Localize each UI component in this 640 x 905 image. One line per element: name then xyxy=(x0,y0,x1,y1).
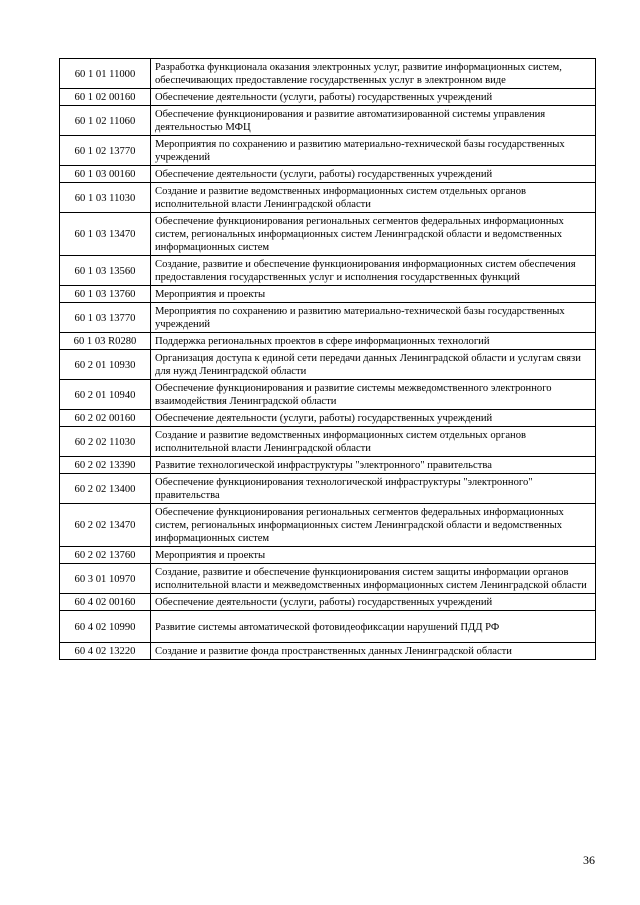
classification-code: 60 2 01 10930 xyxy=(60,350,151,380)
classification-code: 60 4 02 13220 xyxy=(60,643,151,660)
classification-code: 60 2 02 13400 xyxy=(60,474,151,504)
expenditure-name: Мероприятия и проекты xyxy=(151,286,596,303)
classification-code: 60 1 03 R0280 xyxy=(60,333,151,350)
table-row xyxy=(60,474,596,504)
budget-codes-table xyxy=(59,58,596,660)
table-row xyxy=(60,213,596,256)
table-row xyxy=(60,183,596,213)
classification-code: 60 1 03 13760 xyxy=(60,286,151,303)
classification-code: 60 4 02 00160 xyxy=(60,594,151,611)
expenditure-name: Обеспечение деятельности (услуги, работы) государственных учреждений xyxy=(151,166,596,183)
table-row xyxy=(60,427,596,457)
classification-code: 60 1 02 11060 xyxy=(60,106,151,136)
expenditure-name: Разработка функционала оказания электронных услуг, развитие информационных систем, обеспечивающих предоставление государственных услуг в электронном виде xyxy=(151,59,596,89)
table-row xyxy=(60,166,596,183)
table-row xyxy=(60,59,596,89)
expenditure-name: Развитие системы автоматической фотовидеофиксации нарушений ПДД РФ xyxy=(151,611,596,643)
classification-code: 60 4 02 10990 xyxy=(60,611,151,643)
table-row xyxy=(60,457,596,474)
expenditure-name: Обеспечение функционирования региональных сегментов федеральных информационных систем, региональных информационных систем Ленинградской области и ведомственных информационных систем xyxy=(151,213,596,256)
table-row xyxy=(60,547,596,564)
table-row xyxy=(60,303,596,333)
classification-code: 60 2 02 00160 xyxy=(60,410,151,427)
table-row xyxy=(60,256,596,286)
expenditure-name: Создание и развитие фонда пространственных данных Ленинградской области xyxy=(151,643,596,660)
expenditure-name: Обеспечение деятельности (услуги, работы) государственных учреждений xyxy=(151,410,596,427)
expenditure-name: Обеспечение функционирования и развитие системы межведомственного электронного взаимодействия Ленинградской области xyxy=(151,380,596,410)
page-number: 36 xyxy=(583,853,595,867)
table-row xyxy=(60,136,596,166)
table-row xyxy=(60,594,596,611)
table-row xyxy=(60,106,596,136)
classification-code: 60 1 03 13560 xyxy=(60,256,151,286)
expenditure-name: Создание, развитие и обеспечение функционирования информационных систем обеспечения предоставления государственных услуг и исполнения государственных функций xyxy=(151,256,596,286)
expenditure-name: Обеспечение функционирования технологической инфраструктуры "электронного" правительства xyxy=(151,474,596,504)
expenditure-name: Развитие технологической инфраструктуры "электронного" правительства xyxy=(151,457,596,474)
expenditure-name: Обеспечение функционирования и развитие автоматизированной системы управления деятельностью МФЦ xyxy=(151,106,596,136)
classification-code: 60 1 03 11030 xyxy=(60,183,151,213)
classification-code: 60 1 02 13770 xyxy=(60,136,151,166)
expenditure-name: Обеспечение деятельности (услуги, работы) государственных учреждений xyxy=(151,594,596,611)
table-row xyxy=(60,410,596,427)
expenditure-name: Обеспечение функционирования региональных сегментов федеральных информационных систем, региональных информационных систем Ленинградской области и ведомственных информационных систем xyxy=(151,504,596,547)
classification-code: 60 2 02 13760 xyxy=(60,547,151,564)
table-row xyxy=(60,380,596,410)
table-row xyxy=(60,504,596,547)
classification-code: 60 2 02 13470 xyxy=(60,504,151,547)
table-row xyxy=(60,89,596,106)
classification-code: 60 2 01 10940 xyxy=(60,380,151,410)
expenditure-name: Поддержка региональных проектов в сфере информационных технологий xyxy=(151,333,596,350)
table-row xyxy=(60,564,596,594)
table-row xyxy=(60,350,596,380)
table-row xyxy=(60,643,596,660)
classification-code: 60 1 02 00160 xyxy=(60,89,151,106)
expenditure-name: Мероприятия по сохранению и развитию материально-технической базы государственных учреждений xyxy=(151,136,596,166)
classification-code: 60 3 01 10970 xyxy=(60,564,151,594)
expenditure-name: Организация доступа к единой сети передачи данных Ленинградской области и услугам связи для нужд Ленинградской области xyxy=(151,350,596,380)
classification-code: 60 1 03 13470 xyxy=(60,213,151,256)
expenditure-name: Мероприятия и проекты xyxy=(151,547,596,564)
classification-code: 60 2 02 11030 xyxy=(60,427,151,457)
expenditure-name: Мероприятия по сохранению и развитию материально-технической базы государственных учреждений xyxy=(151,303,596,333)
expenditure-name: Создание и развитие ведомственных информационных систем отдельных органов исполнительной власти Ленинградской области xyxy=(151,427,596,457)
table-row xyxy=(60,333,596,350)
table-row xyxy=(60,611,596,643)
expenditure-name: Создание, развитие и обеспечение функционирования систем защиты информации органов исполнительной власти и межведомственных информационных систем Ленинградской области xyxy=(151,564,596,594)
classification-code: 60 2 02 13390 xyxy=(60,457,151,474)
classification-code: 60 1 03 00160 xyxy=(60,166,151,183)
classification-code: 60 1 01 11000 xyxy=(60,59,151,89)
expenditure-name: Обеспечение деятельности (услуги, работы) государственных учреждений xyxy=(151,89,596,106)
table-row xyxy=(60,286,596,303)
classification-code: 60 1 03 13770 xyxy=(60,303,151,333)
expenditure-name: Создание и развитие ведомственных информационных систем отдельных органов исполнительной власти Ленинградской области xyxy=(151,183,596,213)
